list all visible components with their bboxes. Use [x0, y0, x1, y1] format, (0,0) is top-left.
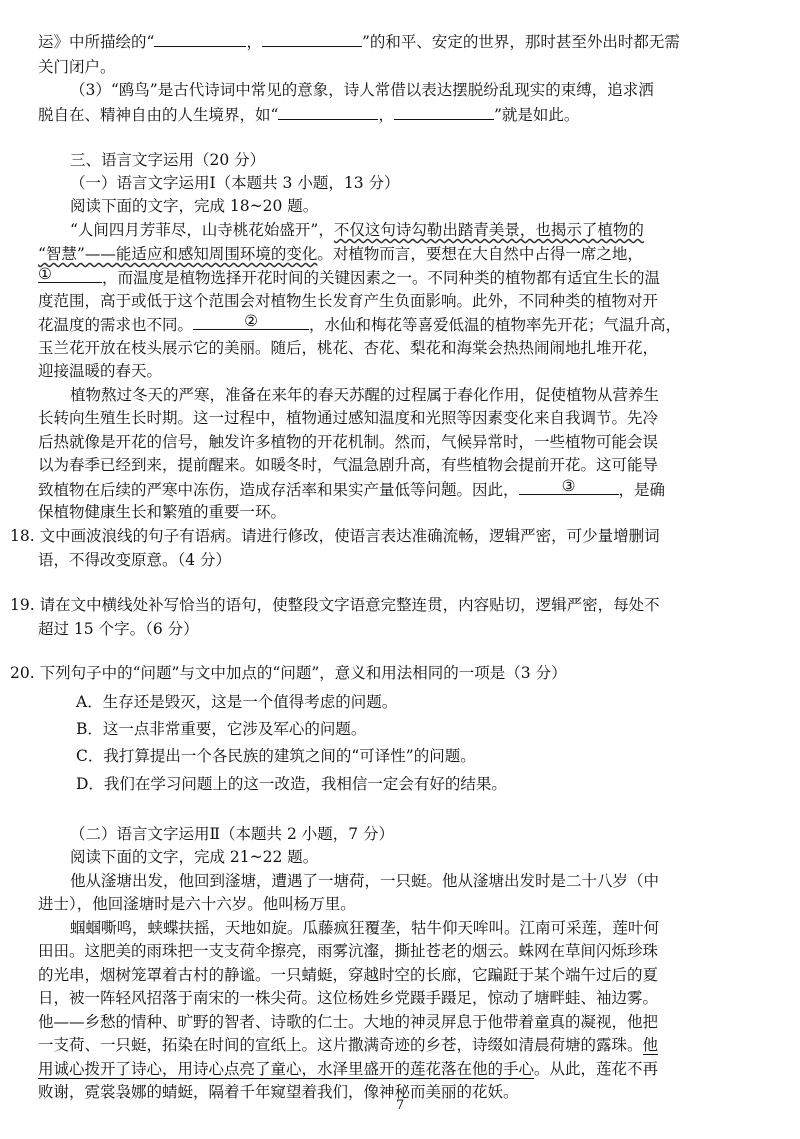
paragraph-line: “人间四月芳菲尽，山寺桃花始盛开”，不仅这句诗勾勒出踏青美景，也揭示了植物的 — [70, 221, 644, 239]
paragraph-line: 迎接温暖的春天。 — [38, 362, 163, 380]
text-line: 脱自在、精神自由的人生境界，如“ ， ”就是如此。 — [38, 103, 579, 126]
paragraph-line: 日，被一阵轻风招落于南宋的一株尖荷。这位杨姓乡党蹑手蹑足，惊动了塘畔蛙、袖边雾。 — [38, 989, 659, 1007]
underlined-sentence: 用诚心拨开了诗心，用诗心点亮了童心，水泽里盛开的莲花落在他的手心 — [38, 1060, 535, 1078]
reading-instruction: 阅读下面的文字，完成 21~22 题。 — [70, 848, 319, 866]
paragraph-line: 他——乡愁的情种、旷野的智者、诗歌的仁士。大地的神灵屏息于他带着童真的凝视，他把 — [38, 1013, 659, 1031]
answer-blank — [154, 30, 246, 47]
text-line: 运》中所描绘的“ ， ”的和平、安定的世界，那时甚至外出时都无需 — [38, 30, 680, 53]
text-line: 关门闭户。 — [38, 58, 116, 76]
answer-blank-2: ② — [193, 313, 309, 330]
paragraph-line: 植物熬过冬天的严寒，准备在来年的春天苏醒的过程属于春化作用，促使植物从营养生 — [70, 386, 660, 404]
reading-instruction: 阅读下面的文字，完成 18~20 题。 — [70, 197, 319, 215]
paragraph-line: 度范围，高于或低于这个范围会对植物生长发育产生负面影响。此外，不同种类的植物对开 — [38, 292, 659, 310]
paragraph-line: 进士），他回滏塘时是六十六岁。他叫杨万里。 — [38, 895, 356, 913]
paragraph-line: 后热就像是开花的信号，触发许多植物的开花机制。然而，气候异常时，一些植物可能会误 — [38, 433, 659, 451]
answer-blank-3: ③ — [519, 478, 619, 495]
paragraph-line: 一支荷、一只蜓，拓染在时间的宣纸上。这片撒满奇迹的乡苍，诗缀如清晨荷塘的露珠。他 — [38, 1036, 659, 1054]
paragraph-line: 败谢，霓裳袅娜的蜻蜓，隔着千年窥望着我们，像神秘而美丽的花妖。 — [38, 1083, 519, 1101]
dotted-emphasis-word: 问题 · · — [426, 481, 457, 499]
wavy-underlined-sentence: 不仅这句诗勾勒出踏青美景，也揭示了植物的 — [333, 221, 644, 239]
underlined-sentence: 他 — [642, 1036, 659, 1054]
paragraph-line: 他从滏塘出发，他回到滏塘，遭遇了一塘荷，一只蜓。他从滏塘出发时是二十八岁（中 — [70, 872, 660, 890]
option-a: A．生存还是毁灭，这是一个值得考虑的问题。 — [76, 693, 398, 711]
paragraph-line: 玉兰花开放在枝头展示它的美丽。随后，桃花、杏花、梨花和海棠会热热闹闹地扎堆开花， — [38, 339, 659, 357]
paragraph-line: “智慧”——能适应和感知周围环境的变化。对植物而言，要想在大自然中占得一席之地， — [38, 245, 643, 263]
wavy-underlined-sentence: “智慧”——能适应和感知周围环境的变化 — [38, 245, 318, 263]
paragraph-line: 长转向生殖生长时期。这一过程中，植物通过感知温度和光照等因素变化来自我调节。先冷 — [38, 409, 659, 427]
paragraph-line: 保植物健康生长和繁殖的重要一环。 — [38, 503, 287, 521]
paragraph-line: 的光串，烟树笼罩着古村的静谧。一只蜻蜓，穿越时空的长廊，它蹁跹于某个端午过后的夏 — [38, 966, 659, 984]
option-d: D．我们在学习问题上的这一改造，我相信一定会有好的结果。 — [76, 775, 507, 793]
section-title: 三、语言文字运用（20 分） — [70, 151, 266, 169]
answer-blank-1: ① — [38, 266, 102, 283]
paragraph-line: 蝈蝈嘶鸣，蛱蝶扶摇，天地如旋。瓜藤疯狂覆垄，牯牛仰天哞叫。江南可采莲，莲叶何 — [70, 919, 660, 937]
question-18-cont: 语，不得改变原意。（4 分） — [38, 551, 232, 569]
question-20: 20. 下列句子中的“问题”与文中加点的“问题”，意义和用法相同的一项是（3 分） — [10, 664, 567, 682]
question-19-cont: 超过 15 个字。（6 分） — [38, 620, 199, 638]
paragraph-line: 致植物在后续的严寒中冻伤，造成存活率和果实产量低等问题 · ·。因此， ③ ，是确 — [38, 478, 665, 501]
answer-blank — [262, 30, 362, 47]
paragraph-line: 以为春季已经到来，提前醒来。如暖冬时，气温急剧升高，有些植物会提前开花。这可能导 — [38, 456, 659, 474]
paragraph-line: 花温度的需求也不同。 ② ，水仙和梅花等喜爱低温的植物率先开花；气温升高， — [38, 312, 682, 334]
option-c: C．我打算提出一个各民族的建筑之间的“可译性”的问题。 — [76, 747, 476, 765]
paragraph-line: 用诚心拨开了诗心，用诗心点亮了童心，水泽里盛开的莲花落在他的手心。从此，莲花不再 — [38, 1060, 659, 1078]
question-18: 18. 文中画波浪线的句子有语病。请进行修改，使语言表达准确流畅，逻辑严密，可少量增删词 — [10, 527, 660, 545]
subsection-title: （一）语言文字运用Ⅰ（本题共 3 小题，13 分） — [70, 174, 400, 192]
answer-blank — [394, 103, 494, 120]
question-19: 19. 请在文中横线处补写恰当的语句，使整段文字语意完整连贯，内容贴切，逻辑严密，每处不 — [10, 596, 660, 614]
paragraph-line: ① ，而温度是植物选择开花时间的关键因素之一。不同种类的植物都有适宜生长的温 — [38, 265, 661, 287]
paragraph-line: 田田。这肥美的雨珠把一支支荷伞擦亮，雨雾沆瀣，撕扯苍老的烟云。蛛网在草间闪烁珍珠 — [38, 942, 659, 960]
page-number: 7 — [395, 1098, 405, 1113]
subsection-title: （二）语言文字运用Ⅱ（本题共 2 小题，7 分） — [70, 825, 395, 843]
option-b: B．这一点非常重要，它涉及军心的问题。 — [76, 720, 367, 738]
answer-blank — [278, 103, 378, 120]
question-3-line: （3）“鸥鸟”是古代诗词中常见的意象，诗人常借以表达摆脱纷乱现实的束缚，追求洒 — [70, 81, 654, 99]
